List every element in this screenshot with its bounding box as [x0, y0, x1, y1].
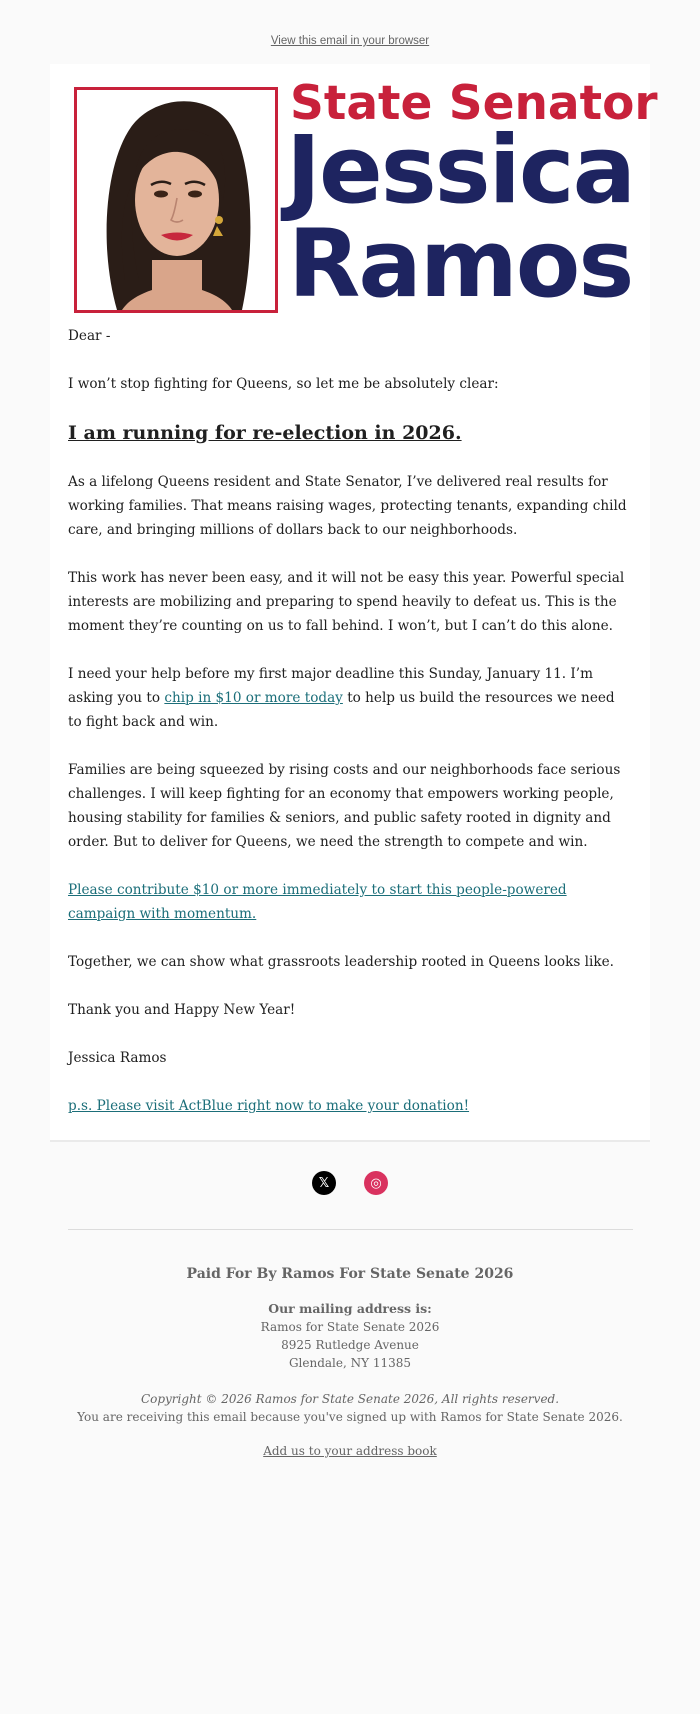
- email-body: [50, 324, 650, 1118]
- paid-for-disclaimer: Paid For By Ramos For State Senate 2026: [186, 1266, 514, 1282]
- title-last-name: Ramos: [288, 210, 633, 319]
- footer-divider: [68, 1229, 633, 1230]
- paragraph-families: Families are being squeezed by rising costs and our neighborhoods face serious challenges. I will keep fighting for an economy that empowers working people, housing stability for families & seniors, and public safety rooted in dignity and order. But to deliver for Queens, we need the strength to compete and win.: [68, 762, 621, 850]
- view-in-browser-link[interactable]: View this email in your browser: [270, 35, 430, 47]
- header-banner: [50, 64, 658, 324]
- title-state-senator: State Senator: [290, 76, 658, 131]
- intro-paragraph: I won’t stop fighting for Queens, so let me be absolutely clear:: [68, 376, 499, 392]
- actblue-link[interactable]: p.s. Please visit ActBlue right now to make your donation!: [68, 1098, 470, 1114]
- address-line-3: Glendale, NY 11385: [288, 1356, 412, 1370]
- instagram-icon[interactable]: ◎: [364, 1171, 388, 1195]
- subscription-notice: You are receiving this email because you've signed up with Ramos for State Senate 2026.: [77, 1410, 623, 1424]
- title-first-name: Jessica: [286, 116, 635, 225]
- add-address-book-link[interactable]: Add us to your address book: [263, 1444, 437, 1458]
- deadline-text: I need your help before my first major deadline this Sunday, January 11. I’m asking you to: [68, 666, 593, 706]
- paragraph-deadline: [68, 662, 632, 734]
- footer: [0, 1142, 700, 1459]
- contribute-paragraph: [68, 878, 632, 926]
- address-line-2: 8925 Rutledge Avenue: [281, 1338, 419, 1352]
- mailing-address-label: Our mailing address is:: [268, 1301, 432, 1316]
- greeting: Dear -: [68, 328, 111, 344]
- together-paragraph: Together, we can show what grassroots leadership rooted in Queens looks like.: [68, 954, 614, 970]
- social-links: [0, 1171, 700, 1197]
- address-line-1: Ramos for State Senate 2026: [260, 1320, 440, 1334]
- copyright: Copyright © 2026 Ramos for State Senate 2026, All rights reserved.: [140, 1392, 560, 1406]
- headline: I am running for re-election in 2026.: [68, 422, 462, 444]
- signature: Jessica Ramos: [68, 1050, 167, 1066]
- chip-in-link[interactable]: chip in $10 or more today: [164, 690, 343, 706]
- contribute-link[interactable]: Please contribute $10 or more immediately to start this people-powered campaign with momentum.: [68, 882, 567, 922]
- deadline-text-after: to help us build the resources we need to fight back and win.: [68, 690, 615, 730]
- paragraph-challenge: This work has never been easy, and it will not be easy this year. Powerful special interests are mobilizing and preparing to spend heavily to defeat us. This is the moment they’re counting on us to fall behind. I won’t, but I can’t do this alone.: [68, 570, 625, 634]
- portrait-image: [77, 90, 275, 310]
- email-card: [50, 64, 658, 1142]
- preheader: [0, 0, 700, 47]
- candidate-photo: [74, 87, 278, 313]
- thanks-paragraph: Thank you and Happy New Year!: [68, 1002, 296, 1018]
- paragraph-results: As a lifelong Queens resident and State Senator, I’ve delivered real results for working families. That means raising wages, protecting tenants, expanding child care, and bringing millions of dollars back to our neighborhoods.: [68, 474, 627, 538]
- x-twitter-icon[interactable]: 𝕏: [312, 1171, 336, 1195]
- ps-paragraph: [68, 1094, 632, 1118]
